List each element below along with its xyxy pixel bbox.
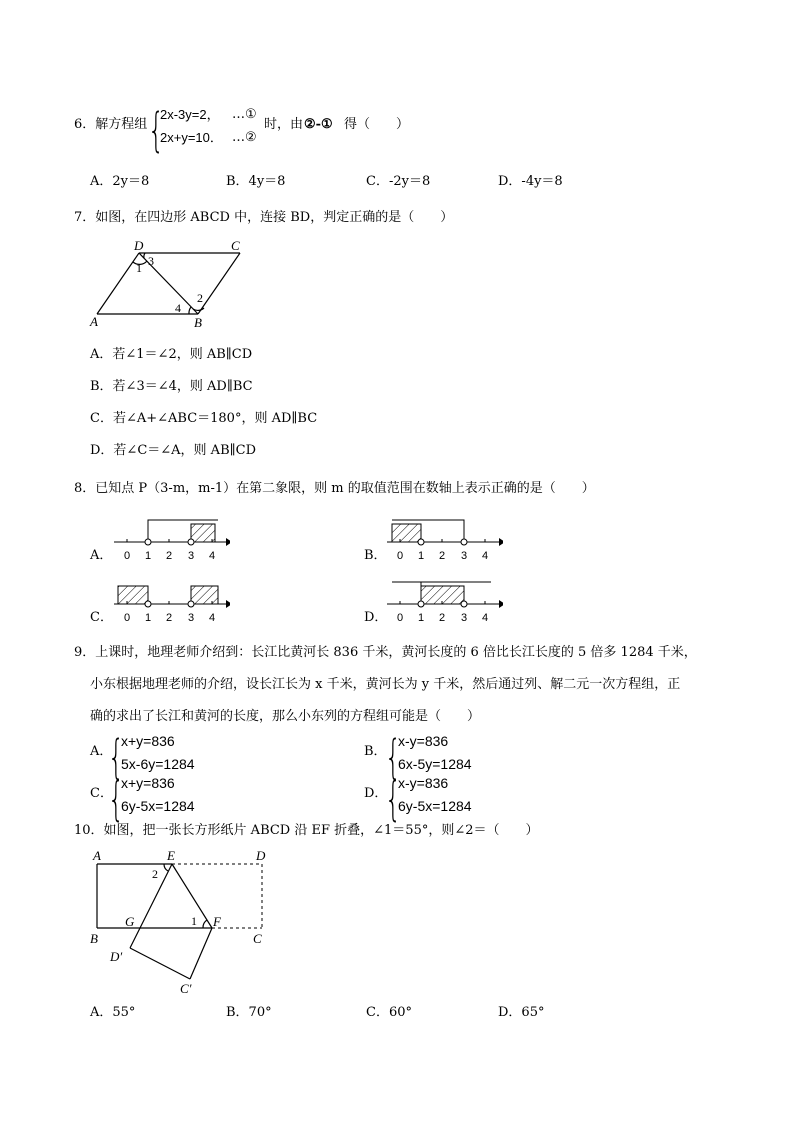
q7-stem: 7．如图，在四边形 ABCD 中，连接 BD，判定正确的是（ ） (74, 210, 454, 225)
tick-label: 4 (208, 612, 216, 624)
q7-angle-arc-4 (189, 307, 191, 314)
q10-label-d-prime: D′ (110, 949, 123, 964)
tick-label: 0 (123, 612, 131, 624)
q9-option-c-eq2: 6y-5x=1284 (121, 798, 195, 814)
tick-label: 2 (438, 612, 446, 624)
q10-segment-d-prime-c-prime (130, 948, 190, 979)
q9-option-b-eq2: 6x-5y=1284 (398, 756, 472, 772)
q6-eq2-mark: …② (232, 130, 257, 145)
q7-label-c: C (231, 238, 240, 253)
tick-label: 3 (460, 550, 468, 562)
q10-segment-ed-prime (130, 864, 172, 948)
q6-stem-a: 6．解方程组 (74, 117, 148, 132)
q9-option-b-letter: B． (364, 744, 387, 759)
tick-label: 2 (165, 612, 173, 624)
tick-label: 1 (144, 612, 152, 624)
q6-stem-c: 得（ ） (344, 117, 410, 132)
tick-label: 4 (481, 612, 489, 624)
q8-option-a-letter[interactable]: A． (90, 548, 113, 563)
q7-side-bc (198, 253, 240, 314)
q7-angle-arc-3 (144, 253, 145, 258)
tick-label: 4 (208, 550, 216, 562)
q10-option-b[interactable]: B．70° (226, 1005, 272, 1020)
q9-option-c-letter: C． (90, 786, 113, 801)
q9-line-2: 小东根据地理老师的介绍，设长江长为 x 千米，黄河长为 y 千米，然后通过列、解二元一次方程组，正 (90, 677, 681, 692)
q10-label-c: C (253, 931, 262, 946)
q9-option-a-letter: A． (90, 744, 113, 759)
q10-option-d[interactable]: D．65° (498, 1005, 545, 1020)
q6-eq2: 2x+y=10． (160, 130, 223, 145)
q9-option-d-eq1: x-y=836 (398, 775, 449, 791)
q9-option-b-eq1: x-y=836 (398, 733, 449, 749)
q7-angle-label-3: 3 (148, 254, 154, 268)
q10-label-a: A (93, 848, 101, 863)
q7-quadrilateral-figure (85, 236, 255, 332)
q10-label-d: D (256, 848, 266, 863)
q7-label-d: D (134, 238, 144, 253)
q10-label-b: B (90, 931, 98, 946)
q9-option-a-eq2: 5x-6y=1284 (121, 756, 195, 772)
q6-eq1-mark: …① (232, 107, 257, 122)
tick-label: 0 (396, 612, 404, 624)
q10-option-c[interactable]: C．60° (366, 1005, 412, 1020)
q9-option-d-eq2: 6y-5x=1284 (398, 798, 472, 814)
q7-option-b[interactable]: B．若∠3＝∠4，则 AD∥BC (90, 379, 253, 394)
q10-angle-arc-1 (203, 920, 207, 928)
tick-label: 1 (417, 612, 425, 624)
q10-angle-label-1: 1 (191, 914, 197, 928)
q8-option-d-numberline[interactable] (383, 578, 503, 628)
q9-option-c-eq1: x+y=836 (121, 775, 175, 791)
q9-option-c-brace: { (108, 772, 125, 826)
tick-label: 1 (417, 550, 425, 562)
q7-option-a[interactable]: A．若∠1＝∠2，则 AB∥CD (90, 347, 253, 362)
tick-label: 3 (187, 550, 195, 562)
q9-option-b-brace: { (385, 730, 402, 784)
q10-segment-c-prime-f (190, 928, 212, 979)
q6-option-d[interactable]: D．-4y＝8 (498, 174, 563, 189)
q9-option-d-brace: { (385, 772, 402, 826)
q6-stem-b: 时，由 (264, 117, 304, 132)
q10-angle-label-2: 2 (152, 867, 158, 881)
q7-side-da (97, 253, 139, 314)
q7-label-b: B (194, 315, 202, 330)
q7-option-c[interactable]: C．若∠A+∠ABC＝180°，则 AD∥BC (90, 411, 318, 426)
tick-label: 3 (187, 612, 195, 624)
q7-option-d[interactable]: D．若∠C＝∠A，则 AB∥CD (90, 443, 256, 458)
q8-stem: 8．已知点 P（3-m，m-1）在第二象限，则 m 的取值范围在数轴上表示正确的是（ ） (74, 481, 595, 496)
q9-option-d-letter: D． (364, 786, 388, 801)
q7-angle-label-4: 4 (175, 301, 181, 315)
tick-label: 4 (481, 550, 489, 562)
q8-option-c-letter[interactable]: C． (90, 610, 113, 625)
q6-option-a[interactable]: A．2y＝8 (90, 174, 150, 189)
q6-option-b[interactable]: B．4y＝8 (226, 174, 286, 189)
q10-label-e: E (167, 848, 175, 863)
q8-option-b-letter[interactable]: B． (364, 548, 387, 563)
q6-brace: { (148, 103, 165, 157)
q7-angle-label-2: 2 (197, 291, 203, 305)
q10-label-f: F (213, 914, 221, 929)
q10-option-a[interactable]: A．55° (90, 1005, 136, 1020)
q10-angle-arc-2 (164, 864, 168, 871)
tick-label: 2 (165, 550, 173, 562)
q7-angle-label-1: 1 (136, 261, 142, 275)
q10-label-g: G (125, 914, 135, 929)
q10-fold-figure (84, 846, 274, 996)
q10-label-c-prime: C′ (180, 981, 192, 996)
tick-label: 3 (460, 612, 468, 624)
q6-eq1: 2x-3y=2， (160, 107, 220, 122)
q9-option-a-eq1: x+y=836 (121, 733, 175, 749)
q8-option-d-letter[interactable]: D． (364, 610, 388, 625)
q6-operation: ②-① (304, 117, 333, 132)
q7-label-a: A (90, 314, 98, 329)
q10-stem: 10．如图，把一张长方形纸片 ABCD 沿 EF 折叠，∠1＝55°，则∠2＝（ ） (74, 823, 539, 838)
tick-label: 1 (144, 550, 152, 562)
q8-option-b-numberline[interactable] (383, 516, 503, 566)
q6-option-c[interactable]: C．-2y＝8 (366, 174, 431, 189)
tick-label: 0 (123, 550, 131, 562)
q9-option-a-brace: { (108, 730, 125, 784)
q9-line-3: 确的求出了长江和黄河的长度，那么小东列的方程组可能是（ ） (90, 709, 481, 724)
q9-line-1: 9．上课时，地理老师介绍到：长江比黄河长 836 千米，黄河长度的 6 倍比长江长度的 5 倍多 1284 千米， (74, 645, 697, 660)
tick-label: 0 (396, 550, 404, 562)
q8-option-c-numberline[interactable] (110, 578, 230, 628)
tick-label: 2 (438, 550, 446, 562)
q8-option-a-numberline[interactable] (110, 516, 230, 566)
